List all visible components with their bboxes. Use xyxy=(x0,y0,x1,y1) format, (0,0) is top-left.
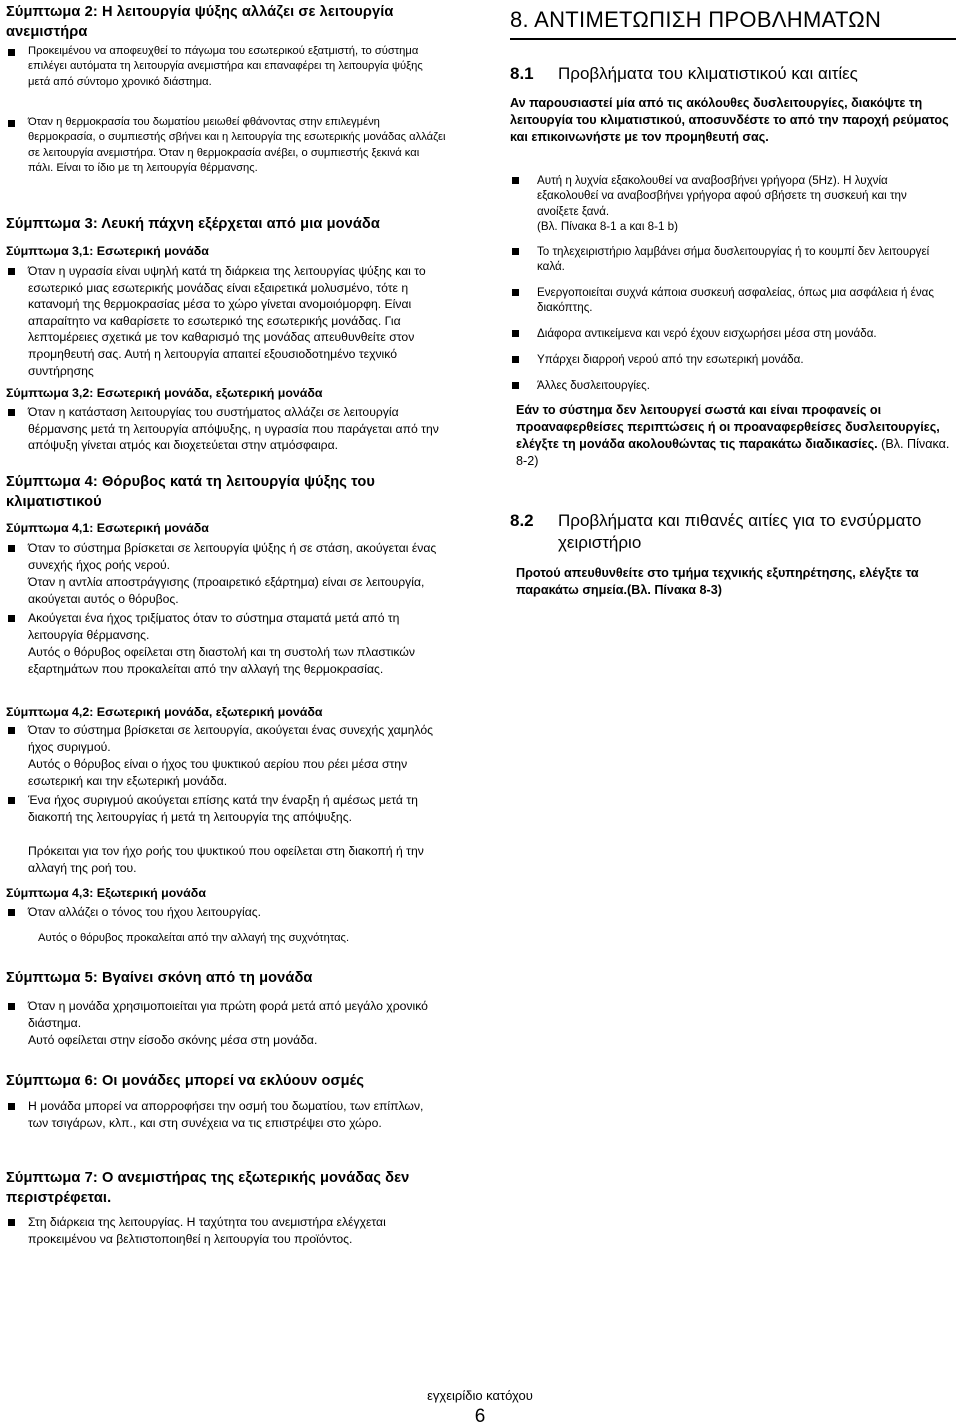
list-item: Όταν το σύστημα βρίσκεται σε λειτουργία, ακούγεται ένας συνεχής χαμηλός ήχος συριγμού. xyxy=(6,722,446,755)
bullet-icon xyxy=(8,797,15,804)
bullet-icon xyxy=(8,909,15,916)
list-item: Ένα ήχος συριγμού ακούγεται επίσης κατά την έναρξη ή αμέσως μετά τη διακοπή της λειτουργίας ή μετά τη λειτουργία της απόψυξης. xyxy=(6,792,446,825)
symptom-4-3-title: Σύμπτωμα 4,3: Εξωτερική μονάδα xyxy=(6,886,206,900)
section-title: Προβλήματα και πιθανές αιτίες για το ενσύρματο χειριστήριο xyxy=(558,511,922,552)
list-item: Υπάρχει διαρροή νερού από την εσωτερική μονάδα. xyxy=(510,352,950,367)
list-item: Προκειμένου να αποφευχθεί το πάγωμα του εσωτερικού εξατμιστή, το σύστημα επιλέγει αυτόματα τη λειτουργία ανεμιστήρα και επαναφέρει τη λειτουργία ψύξης μετά από σύντομο χρονικό διάστημα. xyxy=(6,44,446,90)
bullet-icon xyxy=(512,330,519,337)
explanation-text: Αυτός ο θόρυβος είναι ο ήχος του ψυκτικού αερίου που ρέει μέσα στην εσωτερική και την εξωτερική μονάδα. xyxy=(28,757,408,788)
list-item: Στη διάρκεια της λειτουργίας. Η ταχύτητα του ανεμιστήρα ελέγχεται προκειμένου να βελτιστοποιηθεί η λειτουργία του προϊόντος. xyxy=(6,1214,446,1247)
symptom-4-1-title: Σύμπτωμα 4,1: Εσωτερική μονάδα xyxy=(6,521,209,535)
explanation-text: Αυτό οφείλεται στην είσοδο σκόνης μέσα στη μονάδα. xyxy=(28,1033,318,1047)
chapter-title: 8. ΑΝΤΙΜΕΤΩΠΙΣΗ ΠΡΟΒΛΗΜΑΤΩΝ xyxy=(510,7,882,32)
list-item: Όταν η κατάσταση λειτουργίας του συστήματος αλλάζει σε λειτουργία θέρμανσης μετά τη λειτουργία απόψυξης, η υγρασία που παράγεται από την απόψυξη γίνεται ατμός και διοχετεύεται στην ατμόσφαιρα. xyxy=(6,404,446,454)
symptom-6-title: Σύμπτωμα 6: Οι μονάδες μπορεί να εκλύουν οσμές xyxy=(6,1073,365,1089)
symptom-4-title: Σύμπτωμα 4: Θόρυβος κατά τη λειτουργία ψύξης του κλιματιστικού xyxy=(6,474,375,510)
section-8-1-heading xyxy=(510,63,956,85)
explanation-text: Όταν η αντλία αποστράγγισης (προαιρετικό εξάρτημα) είναι σε λειτουργία, ακούγεται αυτός ο θόρυβος. xyxy=(28,575,425,606)
bullet-icon xyxy=(512,382,519,389)
symptom-3-1-title: Σύμπτωμα 3,1: Εσωτερική μονάδα xyxy=(6,244,209,258)
explanation-text: Αυτός ο θόρυβος προκαλείται από την αλλαγή της συχνότητας. xyxy=(38,932,350,944)
list-item: Διάφορα αντικείμενα και νερό έχουν εισχωρήσει μέσα στη μονάδα. xyxy=(510,326,950,341)
bullet-icon xyxy=(512,248,519,255)
explanation-text: Πρόκειται για τον ήχο ροής του ψυκτικού που οφείλεται στη διακοπή ή την αλλαγή της ροή του. xyxy=(28,844,424,875)
bullet-icon xyxy=(8,1003,15,1010)
section-8-2-heading xyxy=(510,510,956,554)
section-number: 8.1 xyxy=(510,64,534,83)
bullet-icon xyxy=(8,409,15,416)
bullet-icon xyxy=(8,545,15,552)
symptom-2-title: Σύμπτωμα 2: Η λειτουργία ψύξης αλλάζει σε λειτουργία ανεμιστήρα xyxy=(6,4,394,40)
bullet-icon xyxy=(8,120,15,127)
page-number: 6 xyxy=(474,1406,486,1427)
bullet-icon xyxy=(8,268,15,275)
list-item: Αυτή η λυχνία εξακολουθεί να αναβοσβήνει γρήγορα (5Hz). Η λυχνία εξακολουθεί να αναβοσβήνει γρήγορα αφού σβήσετε τη συσκευή και την ανοίξετε ξανά. (Βλ. Πίνακα 8-1 a και 8-1 b) xyxy=(510,173,950,235)
list-item: Ενεργοποιείται συχνά κάποια συσκευή ασφαλείας, όπως μια ασφάλεια ή ένας διακόπτης. xyxy=(510,285,950,316)
list-item: Το τηλεχειριστήριο λαμβάνει σήμα δυσλειτουργίας ή το κουμπί δεν λειτουργεί καλά. xyxy=(510,244,950,275)
list-item: Όταν αλλάζει ο τόνος του ήχου λειτουργίας. xyxy=(6,904,446,921)
symptom-5-title: Σύμπτωμα 5: Βγαίνει σκόνη από τη μονάδα xyxy=(6,970,313,986)
bullet-icon xyxy=(8,615,15,622)
list-item: Η μονάδα μπορεί να απορροφήσει την οσμή του δωματίου, των επίπλων, των τσιγάρων, κλπ., και στη συνέχεια να τις επιστρέψει στο χώρο. xyxy=(6,1098,446,1131)
list-item: Όταν η θερμοκρασία του δωματίου μειωθεί φθάνοντας στην επιλεγμένη θερμοκρασία, ο συμπιεστής σβήνει και η λειτουργία της εσωτερικής μονάδας αλλάζει σε λειτουργία ανεμιστήρα. Όταν η θερμοκρασία ανέβει, ο συμπιεστής ξεκινά και πάλι. Είναι το ίδιο με τη λειτουργία θέρμανσης. xyxy=(6,115,446,177)
chapter-divider xyxy=(510,38,956,40)
bullet-icon xyxy=(8,49,15,56)
section-intro: Προτού απευθυνθείτε στο τμήμα τεχνικής εξυπηρέτησης, ελέγξτε τα παρακάτω σημεία.(Βλ. Πίνακα 8-3) xyxy=(516,566,919,597)
list-item: Όταν η μονάδα χρησιμοποιείται για πρώτη φορά μετά από μεγάλο χρονικό διάστημα. xyxy=(6,998,446,1031)
section-outro: Εάν το σύστημα δεν λειτουργεί σωστά και είναι προφανείς οι προαναφερθείσες περιπτώσεις ή οι προαναφερθείσες δυσλειτουργίες, ελέγξτε τη μονάδα ακολουθώντας τις παρακάτω διαδικασίες. (Βλ. Πίνακα. 8-2) xyxy=(516,403,950,468)
bullet-icon xyxy=(512,356,519,363)
bullet-icon xyxy=(8,727,15,734)
bullet-icon xyxy=(8,1219,15,1226)
symptom-3-2-title: Σύμπτωμα 3,2: Εσωτερική μονάδα, εξωτερική μονάδα xyxy=(6,386,323,400)
list-item: Άλλες δυσλειτουργίες. xyxy=(510,378,950,393)
section-number: 8.2 xyxy=(510,511,534,530)
bullet-icon xyxy=(512,177,519,184)
bullet-icon xyxy=(512,289,519,296)
section-title: Προβλήματα του κλιματιστικού και αιτίες xyxy=(558,64,858,83)
chapter-header xyxy=(510,6,956,40)
symptom-4-2-title: Σύμπτωμα 4,2: Εσωτερική μονάδα, εξωτερική μονάδα xyxy=(6,705,323,719)
explanation-text: Αυτός ο θόρυβος οφείλεται στη διαστολή και τη συστολή των πλαστικών εξαρτημάτων που προκαλείται από την αλλαγή της θερμοκρασίας. xyxy=(28,645,415,676)
list-item: Ακούγεται ένα ήχος τριξίματος όταν το σύστημα σταματά μετά από τη λειτουργία θέρμανσης. xyxy=(6,610,446,643)
footer-label: εγχειρίδιο κατόχου xyxy=(427,1388,533,1403)
section-intro: Αν παρουσιαστεί μία από τις ακόλουθες δυσλειτουργίες, διακόψτε τη λειτουργία του κλιματιστικού, αποσυνδέστε το από την παροχή ρεύματος και επικοινωνήστε με τον προμηθευτή σας. xyxy=(510,96,949,144)
symptom-3-title: Σύμπτωμα 3: Λευκή πάχνη εξέρχεται από μια μονάδα xyxy=(6,216,380,232)
list-item: Όταν το σύστημα βρίσκεται σε λειτουργία ψύξης ή σε στάση, ακούγεται ένας συνεχής ήχος ροής νερού. xyxy=(6,540,446,573)
list-item: Όταν η υγρασία είναι υψηλή κατά τη διάρκεια της λειτουργίας ψύξης και το εσωτερικό μιας εσωτερικής μονάδας είναι εξαιρετικά μολυσμένο, τότε η κατανομή της θερμοκρασίας μέσα το χώρο γίνεται ανομοιόμορφη. Είναι απαραίτητο να καθαρίσετε το εσωτερικό της εσωτερικής μονάδας. Για λεπτομέρειες σχετικά με τον καθαρισμό της μονάδας απευθυνθείτε στον προμηθευτή σας. Αυτή η λειτουργία απαιτεί εξουσιοδοτημένο τεχνικό συντήρησης xyxy=(6,263,446,379)
bullet-icon xyxy=(8,1103,15,1110)
symptom-7-title: Σύμπτωμα 7: Ο ανεμιστήρας της εξωτερικής μονάδας δεν περιστρέφεται. xyxy=(6,1170,410,1206)
